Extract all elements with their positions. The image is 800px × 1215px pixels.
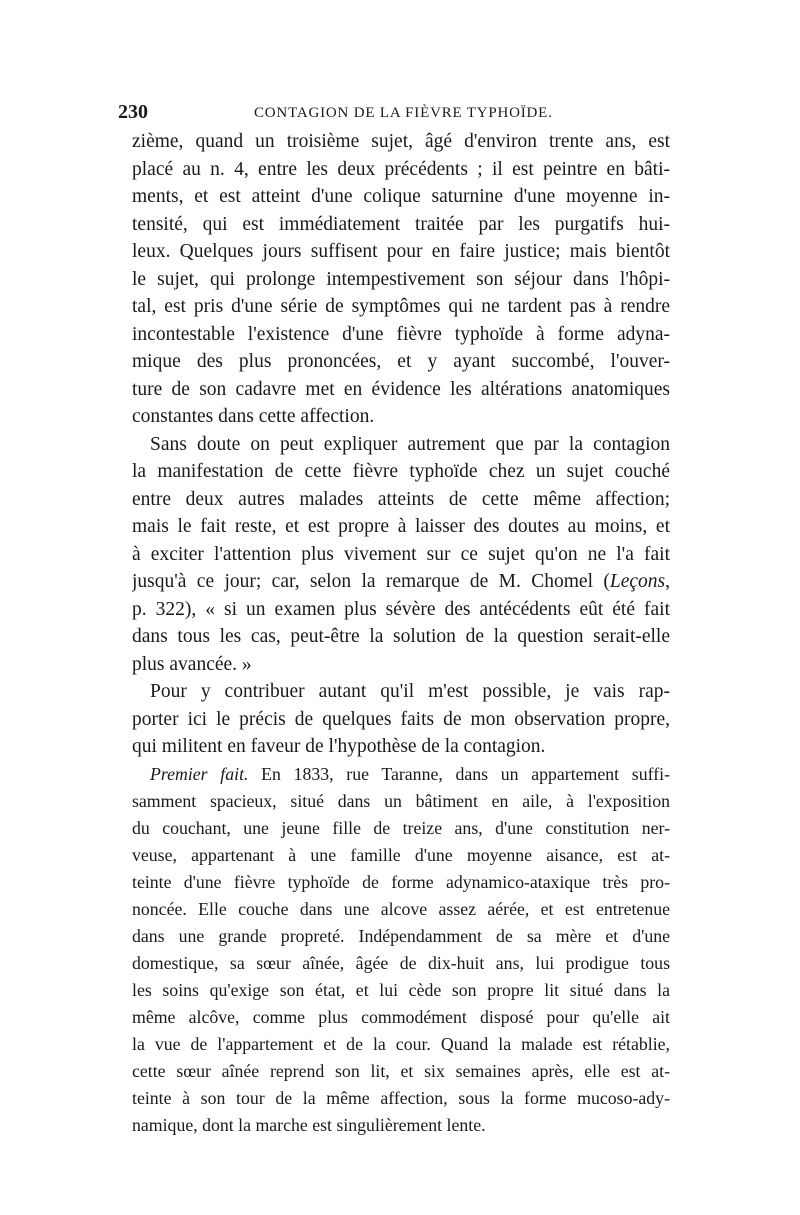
- text-line: Pour y contribuer autant qu'il m'est possible, je vais rap-: [150, 681, 670, 702]
- text-span: jusqu'à ce jour; car, selon la remarque de M. Chomel (: [132, 571, 610, 592]
- text-line: le sujet, qui prolonge intempestivement son séjour dans l'hôpi-: [132, 268, 670, 290]
- citation-title: Leçons: [609, 571, 666, 592]
- text-line: domestique, sa sœur aînée, âgée de dix-huit ans, lui prodigue tous: [132, 952, 670, 973]
- text-line: plus avancée. »: [132, 653, 252, 675]
- text-line: du couchant, une jeune fille de treize ans, d'une constitution ner-: [132, 817, 670, 838]
- text-line: constantes dans cette affection.: [132, 406, 375, 427]
- text-line: incontestable l'existence d'une fièvre typhoïde à forme adyna-: [132, 323, 670, 345]
- paragraph-1: [132, 128, 670, 431]
- text-line: cette sœur aînée reprend son lit, et six semaines après, elle est at-: [132, 1060, 670, 1081]
- text-line-mixed: [132, 568, 670, 596]
- text-line: teinte d'une fièvre typhoïde de forme adynamico-ataxique très pro-: [132, 871, 670, 892]
- text-line: dans une grande propreté. Indépendamment de sa mère et d'une: [132, 925, 670, 946]
- text-line: zième, quand un troisième sujet, âgé d'environ trente ans, est: [132, 131, 670, 152]
- page-header: [118, 101, 678, 125]
- text-line: porter ici le précis de quelques faits de mon observation propre,: [132, 708, 670, 730]
- text-line: qui militent en faveur de l'hypothèse de la contagion.: [132, 736, 546, 757]
- text-span: ,: [665, 571, 670, 592]
- text-line: à exciter l'attention plus vivement sur ce sujet qu'on ne l'a fait: [132, 543, 670, 565]
- paragraph-4: [132, 761, 670, 1139]
- running-head: CONTAGION DE LA FIÈVRE TYPHOÏDE.: [254, 105, 553, 121]
- text-line-mixed: [132, 761, 670, 788]
- text-line: placé au n. 4, entre les deux précédents ; il est peintre en bâti-: [132, 158, 670, 180]
- text-line: noncée. Elle couche dans une alcove assez aérée, et est entretenue: [132, 898, 670, 919]
- text-line: entre deux autres malades atteints de cette même affection;: [132, 488, 670, 510]
- text-line: la vue de l'appartement et de la cour. Quand la malade est rétablie,: [132, 1033, 670, 1054]
- text-line: mais le fait reste, et est propre à laisser des doutes au moins, et: [132, 516, 670, 537]
- text-line: samment spacieux, situé dans un bâtiment en aile, à l'exposition: [132, 790, 670, 811]
- text-line: mique des plus prononcées, et y ayant succombé, l'ouver-: [132, 351, 670, 372]
- text-line: tensité, qui est immédiatement traitée par les purgatifs hui-: [132, 213, 670, 235]
- section-title: Premier fait.: [150, 763, 249, 784]
- text-line: tal, est pris d'une série de symptômes qui ne tardent pas à rendre: [132, 296, 670, 317]
- text-line: ture de son cadavre met en évidence les altérations anatomiques: [132, 378, 670, 400]
- page-number: 230: [118, 101, 148, 123]
- text-line: p. 322), « si un examen plus sévère des antécédents eût été fait: [132, 598, 670, 620]
- body-text: [132, 128, 670, 1139]
- text-line: veuse, appartenant à une famille d'une moyenne aisance, est at-: [132, 844, 670, 865]
- text-line: ments, et est atteint d'une colique saturnine d'une moyenne in-: [132, 186, 670, 207]
- text-line: même alcôve, comme plus commodément disposé pour qu'elle ait: [132, 1006, 670, 1027]
- paragraph-2: [132, 431, 670, 679]
- text-span: En 1833, rue Taranne, dans un appartement suffi-: [248, 763, 670, 784]
- text-line: Sans doute on peut expliquer autrement que par la contagion: [150, 433, 670, 455]
- text-line: les soins qu'exige son état, et lui cède son propre lit situé dans la: [132, 979, 670, 1000]
- text-line: la manifestation de cette fièvre typhoïde chez un sujet couché: [132, 461, 670, 482]
- text-line: teinte à son tour de la même affection, sous la forme mucoso-ady-: [132, 1087, 670, 1108]
- text-line: namique, dont la marche est singulièrement lente.: [132, 1114, 486, 1135]
- text-line: dans tous les cas, peut-être la solution de la question serait-elle: [132, 626, 670, 647]
- text-line: leux. Quelques jours suffisent pour en faire justice; mais bientôt: [132, 241, 670, 262]
- paragraph-3: [132, 678, 670, 761]
